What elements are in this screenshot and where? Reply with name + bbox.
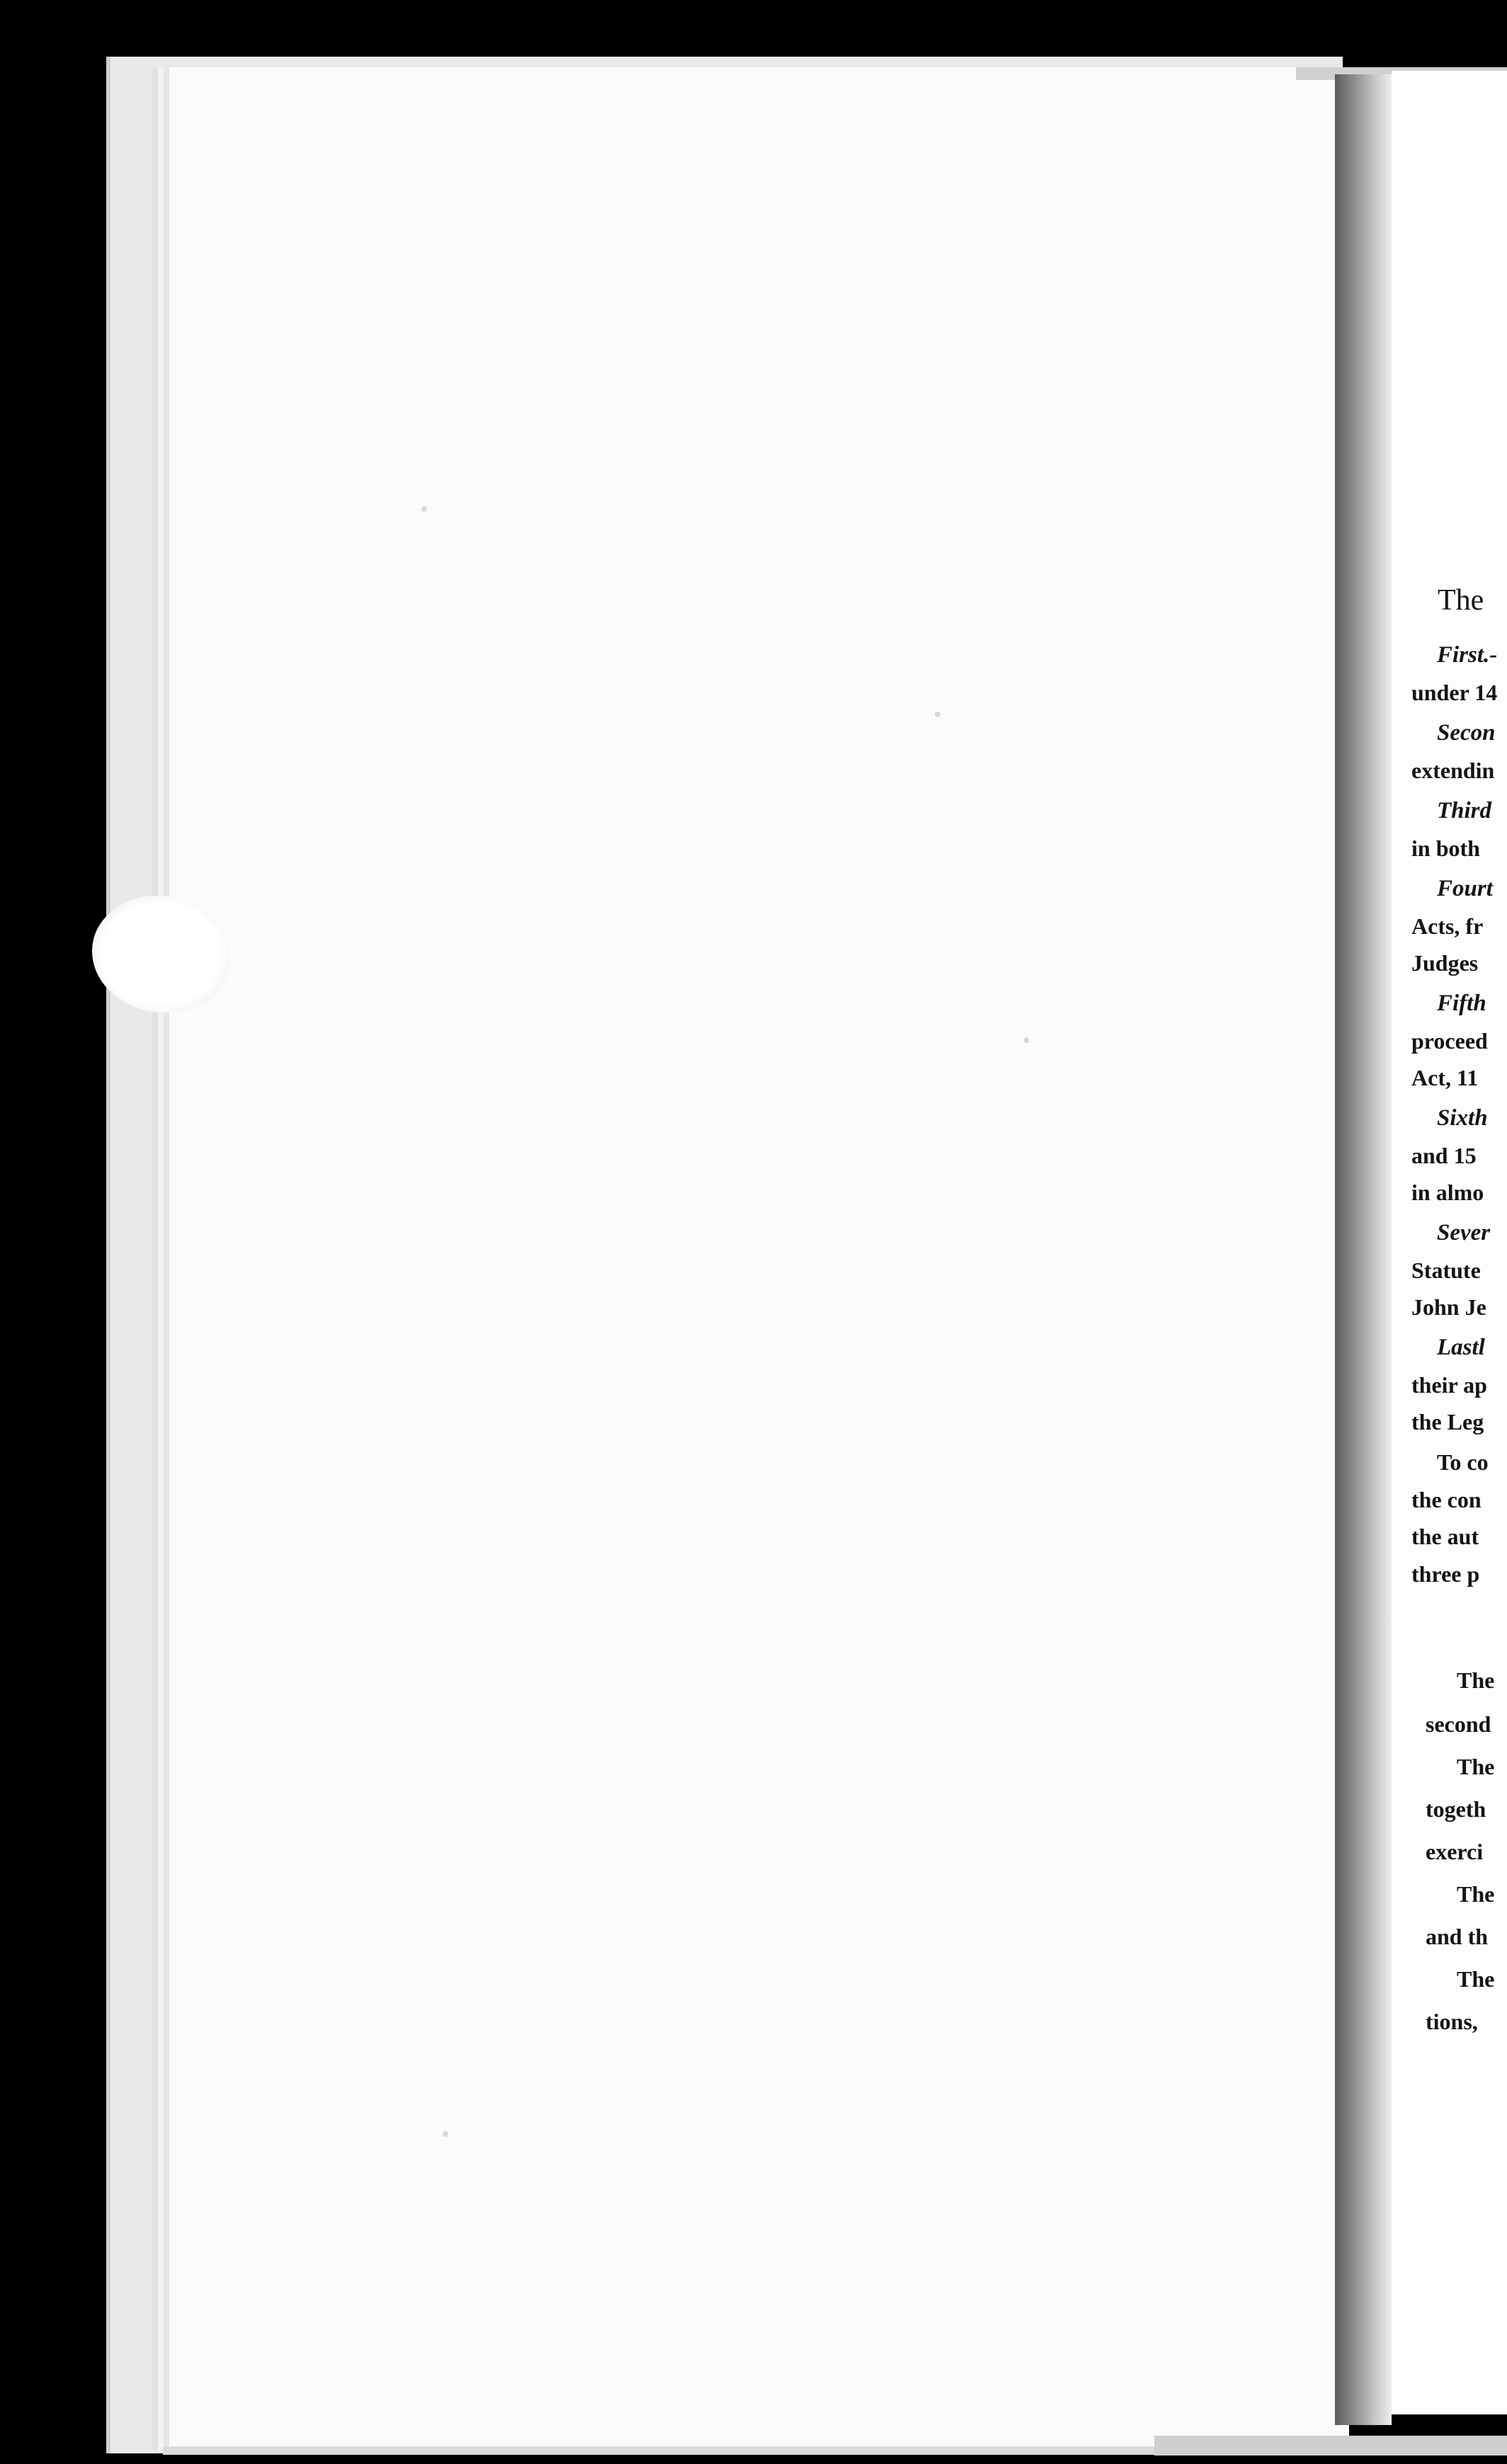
text-line: their ap	[1411, 1372, 1487, 1398]
text-line: Fourt	[1437, 876, 1493, 901]
text-line: The	[1457, 1881, 1495, 1907]
text-line: extendin	[1411, 758, 1495, 783]
text-line: Sever	[1437, 1220, 1491, 1245]
text-line: the aut	[1411, 1524, 1479, 1549]
text-line: the Leg	[1411, 1409, 1484, 1435]
text-line: in almo	[1411, 1180, 1484, 1205]
text-line: and 15	[1411, 1143, 1477, 1168]
text-line: The	[1457, 1754, 1495, 1779]
text-line: proceed	[1411, 1028, 1488, 1054]
text-line: Lastl	[1437, 1335, 1485, 1360]
text-line: Secon	[1437, 720, 1496, 746]
text-line: The	[1457, 1667, 1495, 1693]
text-line: and th	[1426, 1924, 1489, 1949]
text-line: tions,	[1426, 2009, 1478, 2034]
text-line: First.-	[1437, 642, 1498, 668]
text-line: three p	[1411, 1561, 1480, 1587]
text-line: togeth	[1426, 1796, 1486, 1822]
text-line: the con	[1411, 1487, 1482, 1512]
text-line: Sixth	[1437, 1105, 1488, 1131]
text-line: under 14	[1411, 680, 1498, 705]
text-line: The	[1457, 1966, 1495, 1992]
text-line: The	[1438, 584, 1484, 617]
text-line: To co	[1437, 1449, 1489, 1475]
right-page-bottom-edge	[1154, 2436, 1507, 2456]
text-line: exerci	[1426, 1839, 1484, 1864]
right-text-page	[1392, 71, 1507, 2414]
text-line: Acts, fr	[1411, 913, 1484, 939]
text-line: second	[1426, 1711, 1491, 1737]
left-blank-page	[152, 67, 1349, 2450]
text-line: Third	[1437, 798, 1492, 823]
text-line: Fifth	[1437, 991, 1486, 1016]
book-gutter-shadow	[1335, 74, 1392, 2425]
text-line: Judges	[1411, 950, 1479, 976]
text-line: Statute	[1411, 1257, 1481, 1283]
text-line: John Je	[1411, 1294, 1486, 1320]
text-line: in both	[1411, 835, 1480, 861]
text-line: Act, 11	[1411, 1065, 1479, 1090]
